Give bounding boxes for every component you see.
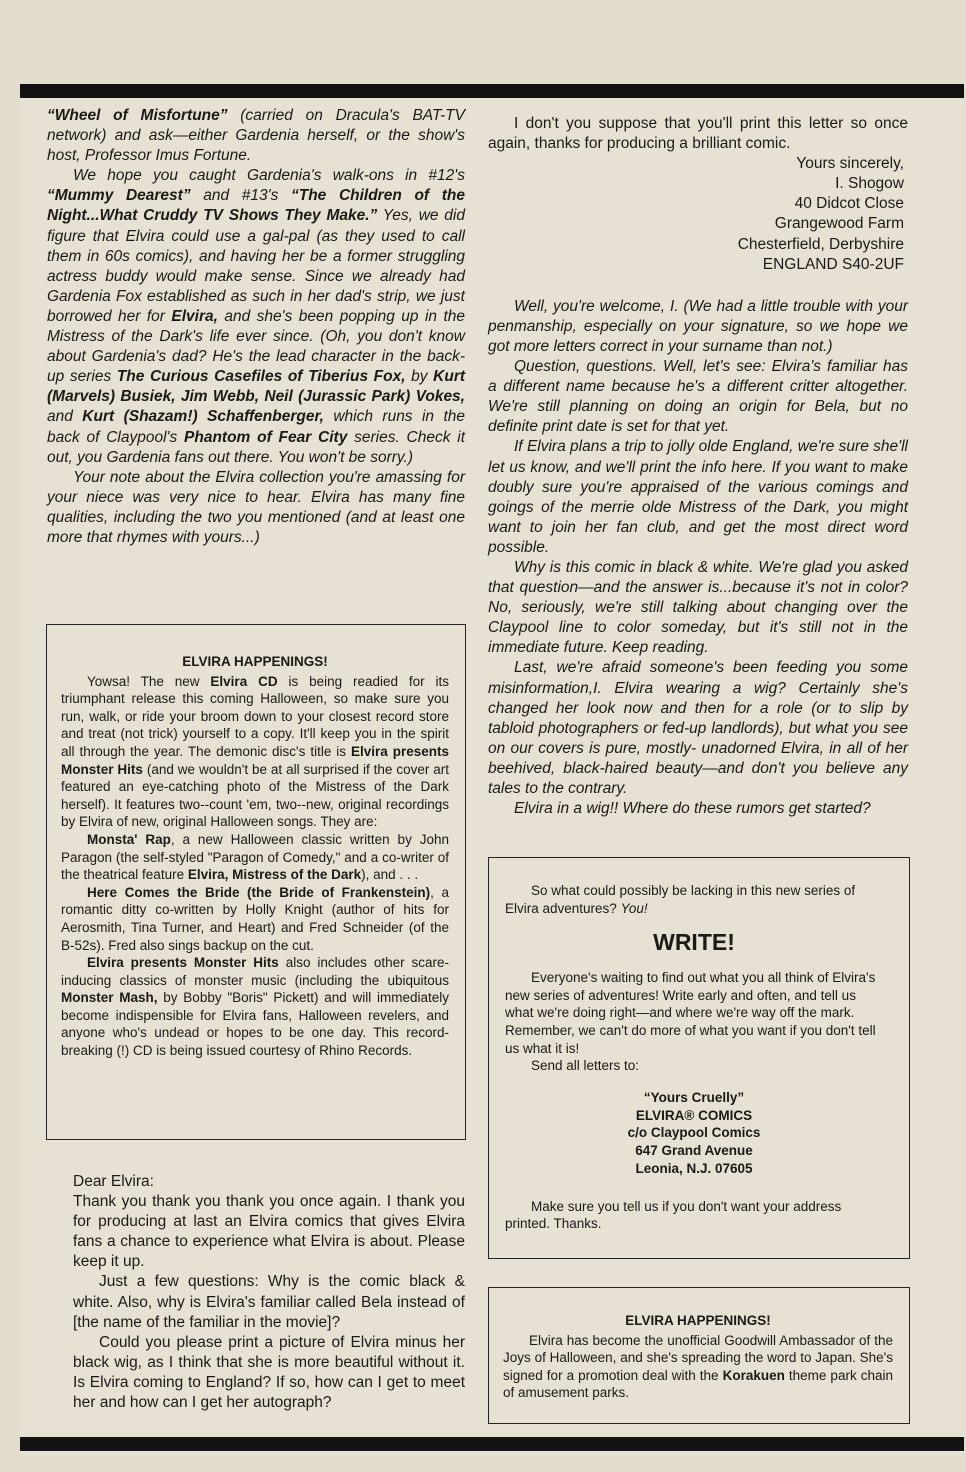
letter-author: I. Shogow <box>835 175 904 193</box>
letter-paragraph: Could you please print a picture of Elvira minus her black wig, as I think that she is more beautiful without it. Is Elvira coming to England? If so, how can I get to meet her and how can I get her autograph? <box>73 1333 465 1412</box>
reply-paragraph <box>47 166 465 467</box>
elvira-happenings-box <box>46 624 466 1140</box>
text: , a new Halloween classic written by John Paragon (the self-styled "Paragon of Comedy," and a co-writer of the theatrical feature <box>61 831 449 883</box>
letter-closing: Yours sincerely, <box>796 155 904 173</box>
left-column-reply <box>47 106 465 548</box>
bold-text: Elvira presents Monster Hits <box>87 955 279 971</box>
box-paragraph <box>503 1332 893 1402</box>
text: Yowsa! The new <box>87 673 211 689</box>
letter-salutation: Dear Elvira: <box>73 1173 154 1190</box>
bold-text: “Wheel of Misfortune” <box>47 107 228 124</box>
bold-text: “Mummy Dearest” <box>47 187 191 205</box>
write-intro: So what could possibly be lacking in this new series of Elvira adventures? You! <box>505 883 856 916</box>
bold-text: Monsta' Rap <box>87 831 171 847</box>
mailing-address: “Yours Cruelly” ELVIRA® COMICS c/o Claypool Comics 647 Grand Avenue Leonia, N.J. 07605 <box>627 1089 761 1176</box>
text: which runs in the back of Claypool's <box>47 408 466 446</box>
bold-text: Kurt (Marvels) Busiek, Jim Webb, Neil (Jurassic Park) Vokes, <box>47 368 466 406</box>
reply-paragraph <box>47 106 465 166</box>
bold-text: Elvira CD <box>210 673 278 689</box>
reply-paragraph: Elvira in a wig!! Where do these rumors get started? <box>514 800 871 818</box>
right-column <box>488 114 908 819</box>
text: theme park chain of amusement parks. <box>503 1367 893 1401</box>
text: (carried on Dracula's BAT-TV network) and ask—either Gardenia herself, or the show's host, Professor Imus Fortune. <box>47 107 465 165</box>
text: Yes, we did figure that Elvira could use a gal-pal (as they used to call them in 60s comics), and having her be a former struggling actress buddy would make sense. Since we already had Gardenia Fox established as such in her dad's strip, we just borrowed her for <box>47 207 465 325</box>
top-rule <box>20 84 964 98</box>
bold-text: “The Children of the Night...What Cruddy TV Shows They Make.” <box>47 187 465 225</box>
reply-paragraph: Your note about the Elvira collection you're amassing for your niece was very nice to hear. Elvira has many fine qualities, including the two you mentioned (and at least one more that rhymes with yours...) <box>47 468 465 546</box>
text: also includes other scare-inducing classics of monster music (including the ubiquitous <box>61 955 450 988</box>
box-paragraph <box>61 884 449 954</box>
letter-address-line: 40 Didcot Close <box>794 195 904 213</box>
reply-paragraph: Well, you're welcome, I. (We had a little trouble with your penmanship, especially on your signature, so we hope we got more letters correct in your surname than not.) <box>488 297 908 355</box>
text: We hope you caught Gardenia's walk-ons in #12's <box>73 167 465 185</box>
box-heading: ELVIRA HAPPENINGS! <box>625 1313 771 1328</box>
box-paragraph <box>61 673 449 831</box>
text: and #13's <box>190 187 291 205</box>
text: by Bobby "Boris" Pickett) and will immediately become indispensible for Elvira fans, Halloween revelers, and anyone who's undead or hopes to be one day. This record-breaking (!) CD is being issued courtesy of Rhino Records. <box>61 990 450 1059</box>
letter-signature <box>488 154 904 275</box>
letter-address-line: ENGLAND S40-2UF <box>762 255 904 273</box>
bold-text: The Curious Casefiles of Tiberius Fox, <box>116 368 406 386</box>
text: ), and . . . <box>361 867 419 883</box>
write-heading: WRITE! <box>653 929 735 956</box>
bold-text: Elvira presents Monster Hits <box>61 743 449 777</box>
text: , a romantic ditty co-written by Holly Knight (author of hits for Aerosmith, Tina Turner, and Heart) and Fred Schneider (of the B-52s). Fred also sings backup on the cut. <box>61 884 449 953</box>
write-send: Send all letters to: <box>531 1058 640 1074</box>
elvira-happenings-box-2 <box>488 1287 910 1424</box>
box-paragraph <box>61 954 449 1060</box>
write-body: Everyone's waiting to find out what you all think of Elvira's new series of adventures! Write early and often, and tell us what we're doing right—and where we're way off the mark. Remember, we can't do more of what you want if you don't tell us what it is! <box>505 970 876 1056</box>
write-footer: Make sure you tell us if you don't want your address printed. Thanks. <box>505 1198 842 1232</box>
text: Elvira has become the unofficial Goodwill Ambassador of the Joys of Halloween, and she's spreading the word to Japan. She's signed for a promotion deal with the <box>503 1332 893 1383</box>
editor-reply <box>488 297 908 819</box>
letter-body-part-1 <box>73 1172 465 1413</box>
reply-paragraph: Question, questions. Well, let's see: Elvira's familiar has a different name because he's a different critter altogether. We're still planning on doing an origin for Bela, but no definite print date is set for that yet. <box>488 358 908 436</box>
bold-text: Elvira, <box>171 307 218 325</box>
reply-paragraph: Last, we're afraid someone's been feeding you some misinformation,I. Elvira wearing a wig? Certainly she's changed her look now and then for a role (or to slip by tabloid photographers or fed-up landlords), but what you see on our covers is pure, mostly- unadorned Elvira, in all of her beehived, black-haired beauty—and don't you believe any tales to the contrary. <box>488 659 908 797</box>
bold-text: Korakuen <box>722 1367 785 1383</box>
bold-text: Here Comes the Bride (the Bride of Frankenstein) <box>87 884 431 900</box>
letter-address-line: Grangewood Farm <box>774 215 904 233</box>
bold-text: Monster Mash, <box>61 990 158 1006</box>
letter-paragraph: Thank you thank you thank you once again. I thank you for producing at last an Elvira comics that gives Elvira fans a chance to experience what Elvira is about. Please keep it up. <box>73 1193 465 1271</box>
bold-text: Phantom of Fear City <box>184 428 348 446</box>
text: is being readied for its triumphant release this coming Halloween, so make sure you run, walk, or ride your broom down to your closest record store and treat (not trick) yourself to a copy. It'll keep you in the spirit all through the year. The demonic disc's title is <box>61 673 449 759</box>
text: and <box>47 408 83 426</box>
letter-paragraph: Just a few questions: Why is the comic black & white. Also, why is Elvira's familiar called Bela instead of [the name of the familiar in the movie]? <box>73 1273 465 1331</box>
write-us-box <box>488 857 910 1259</box>
box-heading: ELVIRA HAPPENINGS! <box>182 654 328 669</box>
text: and she's been popping up in the Mistress of the Dark's life ever since. (Oh, you don't know about Gardenia's dad? He's the lead character in the back-up series <box>47 307 465 386</box>
letter-paragraph: I don't you suppose that you'll print this letter so once again, thanks for producing a brilliant comic. <box>488 115 908 153</box>
text: (and we wouldn't be at all surprised if the cover art featured an eye-catching photo of the Mistress of the Dark herself). It features two--count 'em, two--new, original recordings by Elvira of new, original Halloween songs. They are: <box>61 761 450 830</box>
reply-paragraph: Why is this comic in black & white. We're glad you asked that question—and the answer is...because it's not in color? No, seriously, we're still talking about changing over the Claypool line to color someday, but it's still not in the immediate future. Keep reading. <box>488 558 908 657</box>
letter-address-line: Chesterfield, Derbyshire <box>737 235 904 253</box>
text: by <box>405 368 434 386</box>
bold-text: Elvira, Mistress of the Dark <box>187 867 362 883</box>
bottom-rule <box>20 1437 964 1451</box>
write-intro-you: You! <box>620 900 648 916</box>
reply-paragraph: If Elvira plans a trip to jolly olde England, we're sure she'll let us know, and we'll print the info here. If you want to make doubly sure you're appraised of the various comings and goings of the merrie olde Mistress of the Dark, you might want to join her fan club, and get the most direct word possible. <box>488 438 908 556</box>
bold-text: Kurt (Shazam!) Schaffenberger, <box>82 408 324 426</box>
box-paragraph <box>61 831 449 884</box>
text: series. Check it out, you Gardenia fans out there. You won't be sorry.) <box>47 428 465 466</box>
